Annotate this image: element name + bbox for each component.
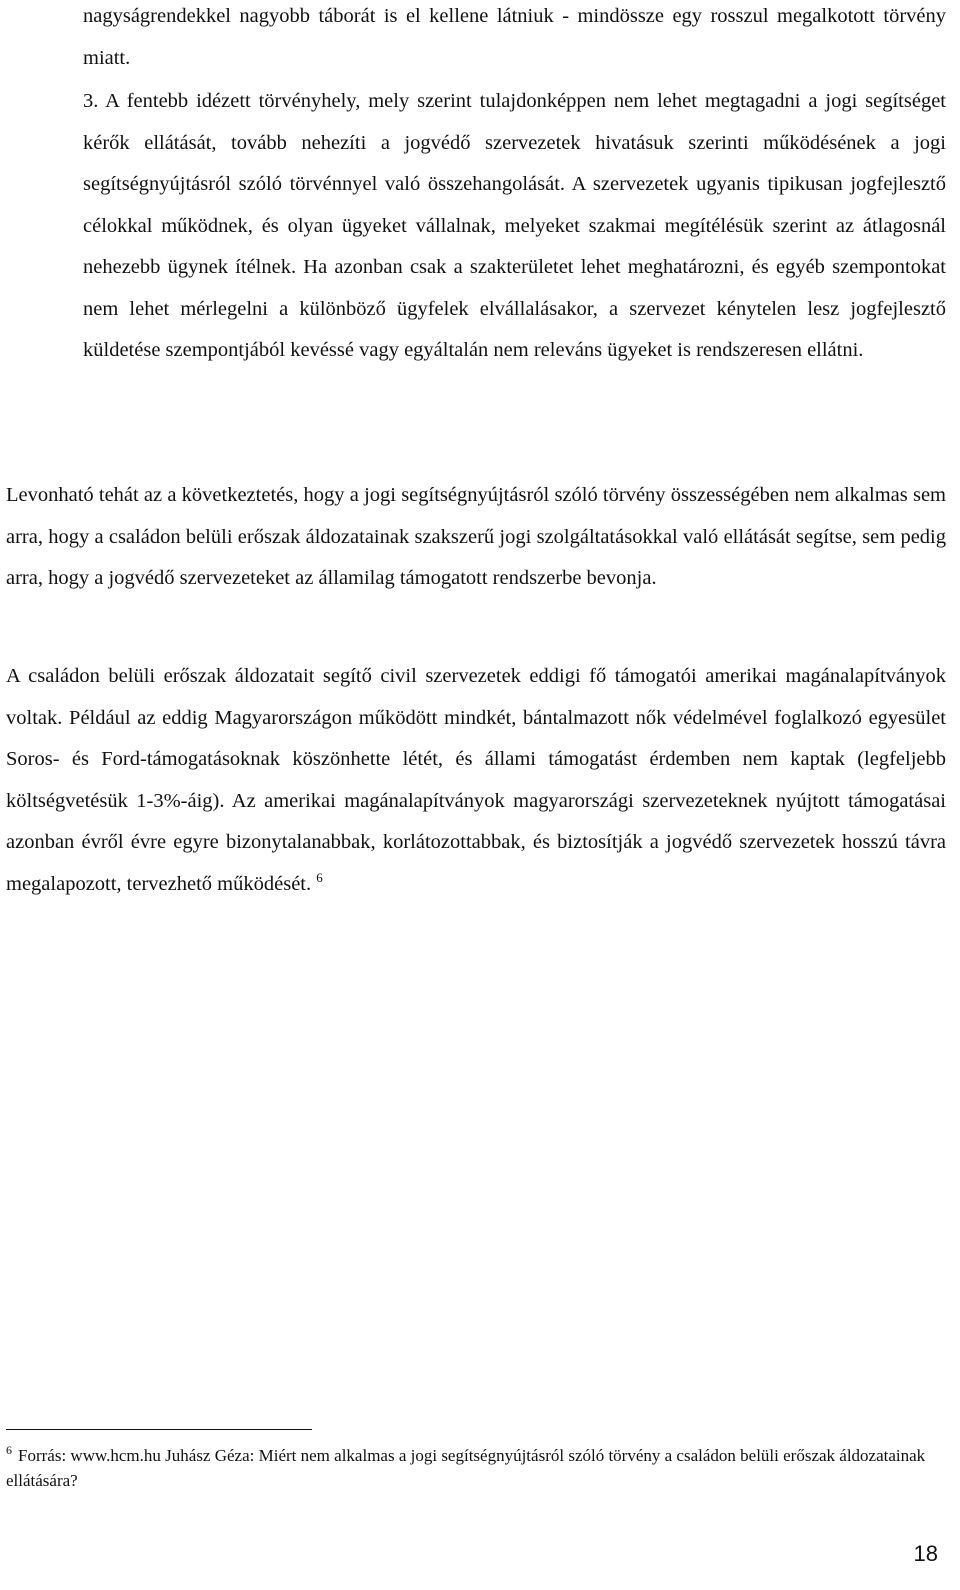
- footnote-number: 6: [6, 1443, 12, 1458]
- footnote-separator: [6, 1429, 312, 1430]
- funding-paragraph-text: A családon belüli erőszak áldozatait segítő civil szervezetek eddigi fő támogatói amerikai magánalapítványok voltak. Például az eddig Magyarországon működött mindkét, bántalmazott nők védelmével foglalkozó egyesület Soros- és Ford-támogatásoknak köszönhette létét, és állami támogatást érdemben nem kaptak (legfeljebb költségvetésük 1-3%-áig). Az amerikai magánalapítványok magyarországi szervezeteknek nyújtott támogatásai azonban évről évre egyre bizonytalanabbak, korlátozottabbak, és biztosítják a jogvédő szervezetek hosszú távra megalapozott, tervezhető működését.: [6, 665, 946, 895]
- conclusion-paragraph: Levonható tehát az a következtetés, hogy a jogi segítségnyújtásról szóló törvény összességében nem alkalmas sem arra, hogy a családon belüli erőszak áldozatainak szakszerű jogi szolgáltatásokkal való ellátását segítse, sem pedig arra, hogy a jogvédő szervezeteket az államilag támogatott rendszerbe bevonja.: [6, 484, 946, 589]
- footnote-reference[interactable]: 6: [316, 869, 323, 885]
- funding-paragraph: [6, 656, 946, 905]
- footnote: [6, 1443, 946, 1493]
- numbered-item-3: 3. A fentebb idézett törvényhely, mely szerint tulajdonképpen nem lehet megtagadni a jogi segítséget kérők ellátását, tovább nehezíti a jogvédő szervezetek hivatásuk szerinti működésének a jogi segítségnyújtásról szóló törvénnyel való összehangolását. A szervezetek ugyanis tipikusan jogfejlesztő célokkal működnek, és olyan ügyeket vállalnak, melyeket szakmai megítélésük szerint az átlagosnál nehezebb ügynek ítélnek. Ha azonban csak a szakterületet lehet meghatározni, és egyéb szempontokat nem lehet mérlegelni a különböző ügyfelek elvállalásakor, a szervezet kénytelen lesz jogfejlesztő küldetése szempontjából kevéssé vagy egyáltalán nem releváns ügyeket is rendszeresen ellátni.: [83, 90, 946, 361]
- footnote-text: Forrás: www.hcm.hu Juhász Géza: Miért nem alkalmas a jogi segítségnyújtásról szóló törvény a családon belüli erőszak áldozatainak ellátására?: [6, 1446, 926, 1490]
- page-number: 18: [913, 1541, 938, 1566]
- continuation-paragraph: nagyságrendekkel nagyobb táborát is el kellene látniuk - mindössze egy rosszul megalkotott törvény miatt.: [83, 5, 946, 69]
